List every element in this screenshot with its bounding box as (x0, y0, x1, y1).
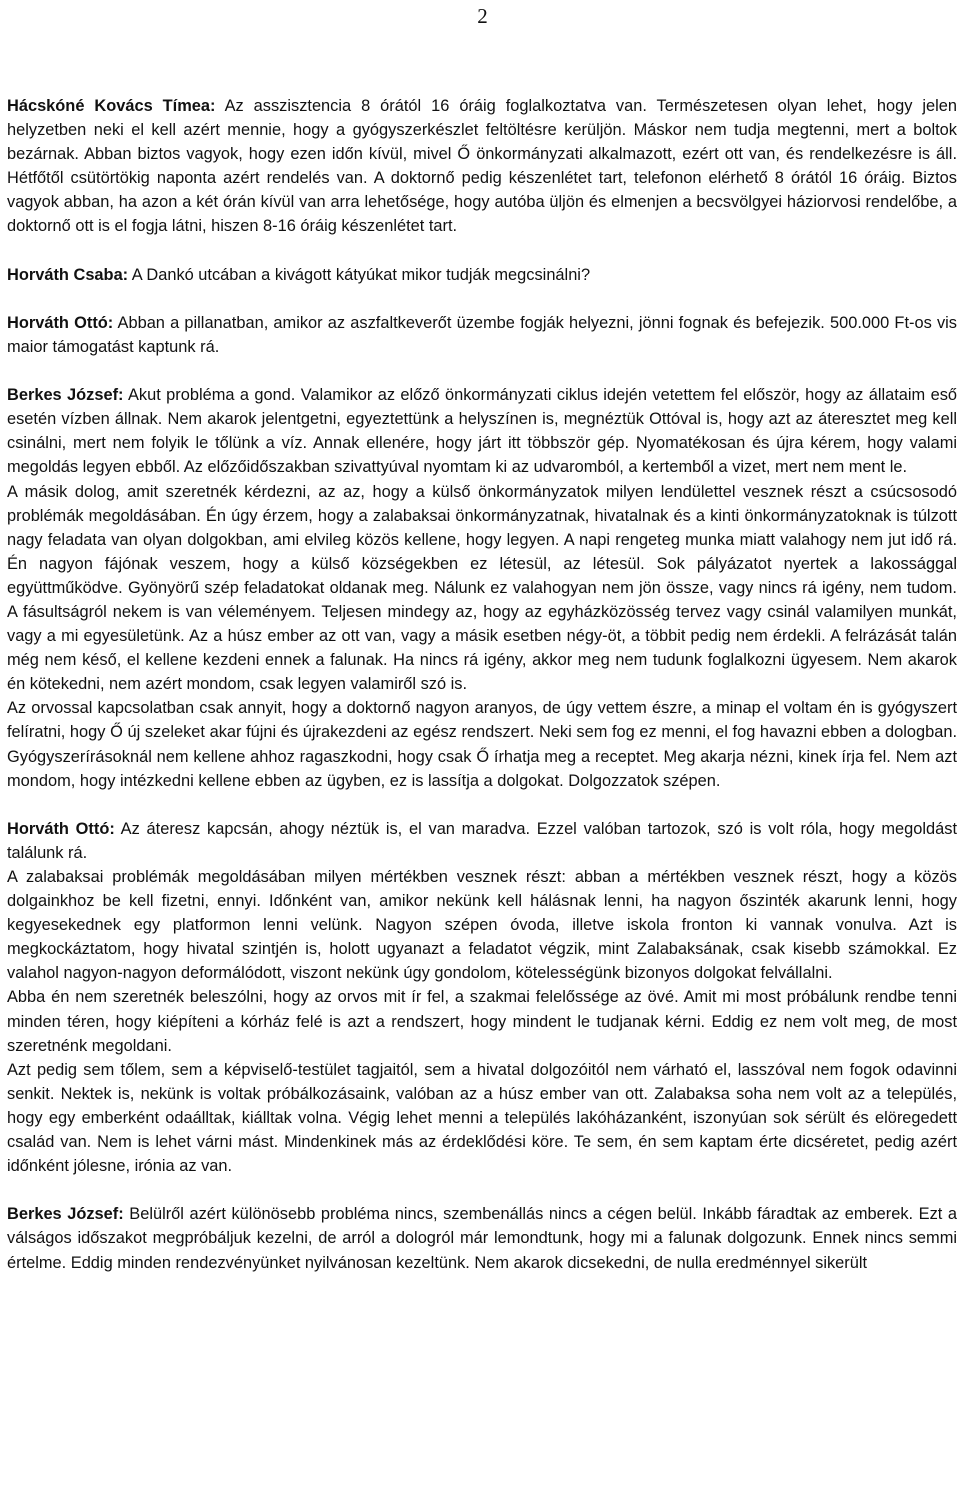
paragraph-text: Az orvossal kapcsolatban csak annyit, hogy a doktornő nagyon aranyos, de úgy vettem észre, a minap el voltam én is gyógyszert felíratni, hogy Ő új szeleket akar fújni és újrakezdeni az egész rendszert. Neki sem fog ez menni, el fog havazni ebben a dologban. Gyógyszerírásoknál nem kellene ahhoz ragaszkodni, hogy csak Ő írhatja meg a receptet. Meg akarja nézni, kinek írja fel. Nem azt mondom, hogy intézkedni kellene ebben az ügyben, ez is lassítja a dolgokat. Dolgozzatok szépen. (7, 699, 957, 790)
page-number: 2 (477, 4, 488, 28)
speaker-name: Berkes József: (7, 1205, 124, 1224)
speaker-name: Berkes József: (7, 386, 124, 405)
paragraph-text: Abba én nem szeretnék beleszólni, hogy az orvos mit ír fel, a szakmai felelőssége az övé. Amit mi most próbálunk rendbe tenni minden téren, hogy kiépíteni a kórház felé is azt a rendszert, hogy mindent le tudjanak kérni. Eddig ez nem volt meg, de most szeretnénk megoldani. (7, 988, 957, 1055)
paragraph (7, 311, 957, 359)
paragraph (7, 1202, 957, 1274)
paragraph-text: A zalabaksai problémák megoldásában milyen mértékben vesznek részt: abban a mértékben vesznek részt, hogy a közös dolgainkhoz be kell fizetni, ennyi. Időnként van, amikor nekünk kell hálásnak lenni, ha nagyon őszinték akarunk lenni, hogy kegyesekednek egy platformon lenni velünk. Nagyon szépen óvoda, illetve iskola fronton ki vannak vonulva. Azt is megkockáztatom, hogy hivatal szintjén is, holott ugyanazt a feladatot végzik, mint Zalabaksának, csak kisebb számokkal. Ez valahol nagyon-nagyon deformálódott, viszont nekünk úgy gondolom, kötelességünk bizonyos dolgokat felvállalni. (7, 868, 957, 983)
paragraph-text: Azt pedig sem tőlem, sem a képviselő-testület tagjaitól, sem a hivatal dolgozóitól nem várható el, lasszóval nem fogok odavinni senkit. Nektek is, nekünk is voltak próbálkozásaink, valóban az a húsz ember van ott. Zalabaksa soha nem volt az a település, hogy egy emberként odaálltak, kiálltak volna. Végig lehet menni a település lakóházanként, iszonyúan sok sérült és elöregedett család van. Nem is lehet várni mást. Mindenkinek más az érdeklődési köre. Te sem, én sem kaptam érte dicséretet, pedig azért időnként jólesne, irónia az van. (7, 1060, 957, 1176)
paragraph-text: Az asszisztencia 8 órától 16 óráig foglalkoztatva van. Természetesen olyan lehet, hogy jelen helyzetben neki el kell azért mennie, hogy a gyógyszerkészlet feltöltésre kerüljön. Máskor nem tudja megtenni, mert a boltok bezárnak. Abban biztos vagyok, hogy ezen időn kívül, mivel Ő önkormányzati alkalmazott, ezért ott van, és rendelkezésre is áll. Hétfőtől csütörtökig naponta azért rendelés van. A doktornő pedig készenlétet tart, telefonon elérhető 8 órától 16 óráig. Biztos vagyok abban, ha azon a két órán kívül van arra lehetősége, hogy autóba üljön és elmenjen a becsvölgyei háziorvosi rendelőbe, a doktornő ott is el fogja látni, hiszen 8-16 óráig készenlétet tart. (7, 97, 957, 236)
paragraph (7, 1058, 957, 1178)
paragraph (7, 985, 957, 1057)
speaker-name: Horváth Csaba: (7, 265, 129, 284)
paragraph (7, 480, 957, 697)
paragraph (7, 263, 957, 287)
paragraph-text: A Dankó utcában a kivágott kátyúkat mikor tudják megcsinálni? (128, 265, 591, 284)
speaker-name: Hácskóné Kovács Tímea: (7, 97, 216, 115)
speaker-name: Horváth Ottó: (7, 819, 115, 838)
paragraph-text: A másik dolog, amit szeretnék kérdezni, az az, hogy a külső önkormányzatok milyen lendülettel vesznek részt a csúcsosodó problémák megoldásában. Én úgy érzem, hogy a zalabaksai önkormányzatnak, hivatalnak és a kinti önkormányzatoknak is túlzott nagy feladata van olyan dolgokban, ami elvileg közös kellene, hogy legyen. A napi rengeteg munka miatt valahogy nem jut idő rá. Én nagyon fájónak veszem, hogy a külső községekben ez létesül, az létesül. Sok pályázatot nyertek a lakossággal együttműködve. Gyönyörű szép feladatokat oldanak meg. Nálunk ez valahogyan nem jön össze, vagy nincs rá igény, nem tudom. A fásultságról nekem is van véleményem. Teljesen mindegy az, hogy az egyházközösség tervez vagy csinál valamilyen munkát, vagy a mi egyesületünk. Az a húsz ember az ott van, vagy a másik esetben négy-öt, a többit pedig nem érdekli. A felrázását talán még nem késő, el kellene kezdeni ennek a falunak. Ha nincs rá igény, akkor meg nem tudunk foglalkozni ügyesem. Nem akarok én kötekedni, nem azért mondom, csak legyen valamiről szó is. (7, 482, 957, 694)
paragraph (7, 696, 957, 792)
paragraph (7, 817, 957, 865)
paragraph-text: Akut probléma a gond. Valamikor az előző önkormányzati ciklus idején vetettem fel először, hogy az állataim eső esetén vízben állnak. Nem akarok jelentgetni, egyeztettünk a helyszínen is, megnéztük Ottóval is, hogy azt az áteresztet meg kell csinálni, mert nem folyik le tőlünk a víz. Annak ellenére, hogy járt itt többször gép. Nyomatékosan és újra kérem, hogy valami megoldás legyen ebből. Az előzőidőszakban szivattyúval nyomtam ki az udvaromból, a kertemből a vizet, mert nem ment le. (7, 386, 958, 477)
paragraph-text: Az áteresz kapcsán, ahogy néztük is, el van maradva. Ezzel valóban tartozok, szó is volt róla, hogy megoldást találunk rá. (7, 819, 957, 862)
paragraph-text: Abban a pillanatban, amikor az aszfaltkeverőt üzembe fogják helyezni, jönni fognak és befejezik. 500.000 Ft-os vis maior támogatást kaptunk rá. (7, 313, 957, 356)
speaker-name: Horváth Ottó: (7, 313, 114, 332)
paragraph (7, 383, 957, 479)
document-body (7, 94, 957, 1275)
paragraph-text: Belülről azért különösebb probléma nincs, szembenállás nincs a cégen belül. Inkább fáradtak az emberek. Ezt a válságos időszakot megpróbáljuk kezelni, de arról a dologról már lemondtunk, hogy mi a falunak dolgozunk. Ennek nincs semmi értelme. Eddig minden rendezvényünket nyilvánosan kezeltünk. Nem akarok dicsekedni, de nulla eredménnyel sikerült (7, 1205, 958, 1272)
paragraph (7, 94, 957, 239)
paragraph (7, 865, 957, 985)
